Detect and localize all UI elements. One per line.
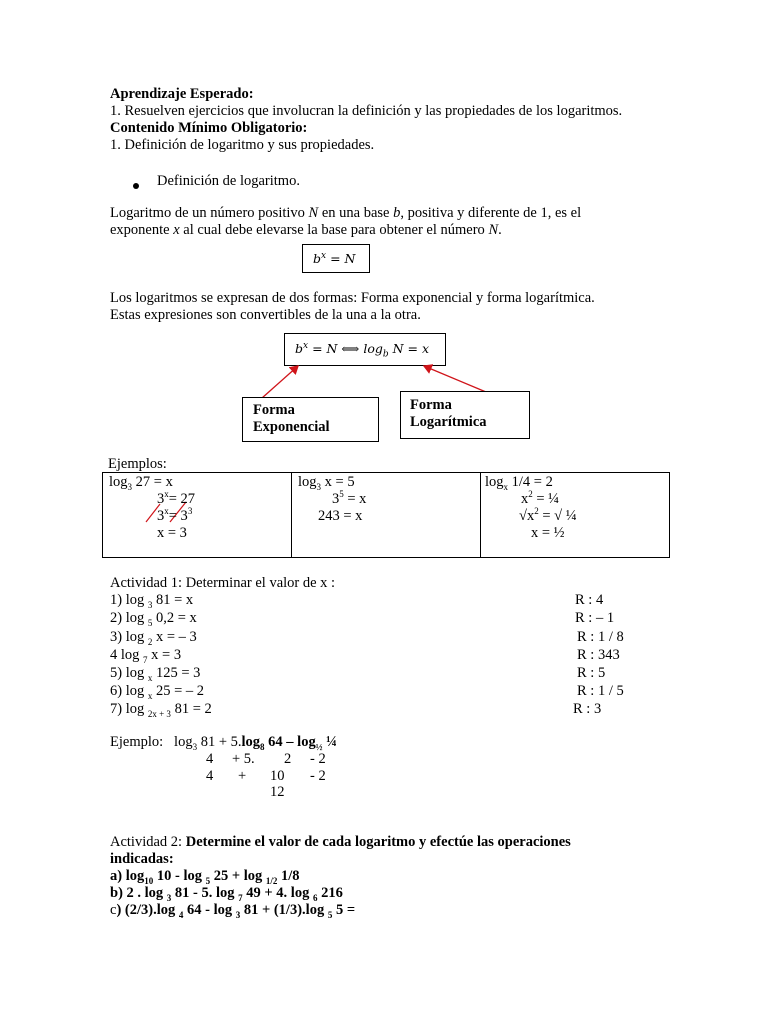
ejemplos-title: Ejemplos: <box>108 456 167 472</box>
actividad1-answer-2: R : – 1 <box>575 610 615 626</box>
forma-exponencial-line1: Forma <box>253 402 295 418</box>
actividad1-title: Actividad 1: Determinar el valor de x : <box>110 575 336 591</box>
ejemplo2-expression: Ejemplo: $\log_3 81 + 5.\log_8$ $64 - \log_{\frac{1}{2}}$ ¼ <box>110 734 337 752</box>
actividad1-item-5: 5) log $_x$ 125 = 3 <box>110 665 201 683</box>
ejemplo2-r2-b: + <box>238 768 247 784</box>
bullet-text: Definición de logaritmo. <box>157 173 300 189</box>
forma-logaritmica-box <box>400 391 530 439</box>
definition-line-1: Logaritmo de un número positivo N en una base b, positiva y diferente de 1, es el <box>110 205 582 221</box>
forma-logaritmica-line1: Forma <box>410 397 452 413</box>
actividad1-answer-3: R : 1 / 8 <box>577 629 624 645</box>
actividad1-answer-1: R : 4 <box>575 592 604 608</box>
actividad1-answer-5: R : 5 <box>577 665 606 681</box>
actividad1-item-1: 1) log $_3$ 81 = x <box>110 592 194 610</box>
actividad1-answer-6: R : 1 / 5 <box>577 683 624 699</box>
actividad1-answer-7: R : 3 <box>573 701 602 717</box>
aprendizaje-text: 1. Resuelven ejercicios que involucran la definición y las propiedades de los logaritmos. <box>110 103 623 119</box>
forms-line-2: Estas expresiones son convertibles de la una a la otra. <box>110 307 421 323</box>
definition-formula: $b^x = N$ <box>313 250 356 266</box>
definition-line-2: exponente x al cual debe elevarse la base para obtener el número N. <box>110 222 502 238</box>
actividad1-item-2: 2) log $_5$ 0,2 = x <box>110 610 197 628</box>
ejemplos-table <box>102 472 670 558</box>
contenido-title: Contenido Mínimo Obligatorio: <box>110 120 308 136</box>
forma-logaritmica-line2: Logarítmica <box>410 414 487 430</box>
arrow-exponencial <box>262 366 298 398</box>
actividad1-answer-4: R : 343 <box>577 647 620 663</box>
actividad2-item-c: c) (2/3).log $_4$ 64 - log $_3$ 81 + (1/3).log $_5$ 5 = <box>110 902 356 920</box>
ejemplo2-r2-c: 10 <box>270 768 285 784</box>
arrow-logaritmica <box>424 366 486 392</box>
actividad1-item-7: 7) log $_{2x + 3}$ 81 = 2 <box>110 701 212 719</box>
ejemplo2-r2-a: 4 <box>206 768 214 784</box>
actividad2-title: Actividad 2: Determine el valor de cada logaritmo y efectúe las operaciones <box>110 834 571 850</box>
contenido-text: 1. Definición de logaritmo y sus propiedades. <box>110 137 375 153</box>
aprendizaje-title: Aprendizaje Esperado: <box>110 86 254 102</box>
actividad1-item-6: 6) log $_x$ 25 = – 2 <box>110 683 205 701</box>
actividad1-item-3: 3) log $_2$ x = – 3 <box>110 629 197 647</box>
conversion-formula: $b^x = N$ ⟺ $\log_b N = x$ <box>295 340 429 360</box>
ejemplo-cell-2: $\log_3 x = 5$ $3^5 = x$ 243 = x <box>292 473 481 558</box>
ejemplo-cell-3: $\log_x 1/4 = 2$ $x^2$ = ¼ $√x^2$ = √ ¼ x = ½ <box>481 473 670 558</box>
ejemplo2-r1-b: + 5. <box>232 751 255 767</box>
ejemplo2-r3: 12 <box>270 784 285 800</box>
forma-exponencial-line2: Exponencial <box>253 419 330 435</box>
actividad1-item-4: 4 log $_7$ x = 3 <box>110 647 182 665</box>
forms-line-1: Los logaritmos se expresan de dos formas: Forma exponencial y forma logarítmica. <box>110 290 595 306</box>
actividad2-item-b: b) 2 . log $_3$ 81 - 5. log $_7$ 49 + 4. log $_6$ 216 <box>110 885 343 903</box>
ejemplo2-r1-a: 4 <box>206 751 214 767</box>
ejemplo2-r1-d: - 2 <box>310 751 326 767</box>
actividad2-item-a: a) $\log_{10} 10$ - log $_5$ 25 + log $_{1/2}$ 1/8 <box>110 868 300 886</box>
actividad2-title-cont: indicadas: <box>110 851 174 867</box>
ejemplo2-r1-c: 2 <box>284 751 292 767</box>
ejemplo-cell-1: $\log_3 27 = x$ $3^x= 27$ $3^x= 3^3$ x = 3 <box>103 473 292 558</box>
ejemplo2-r2-d: - 2 <box>310 768 326 784</box>
forma-exponencial-box <box>242 397 379 442</box>
